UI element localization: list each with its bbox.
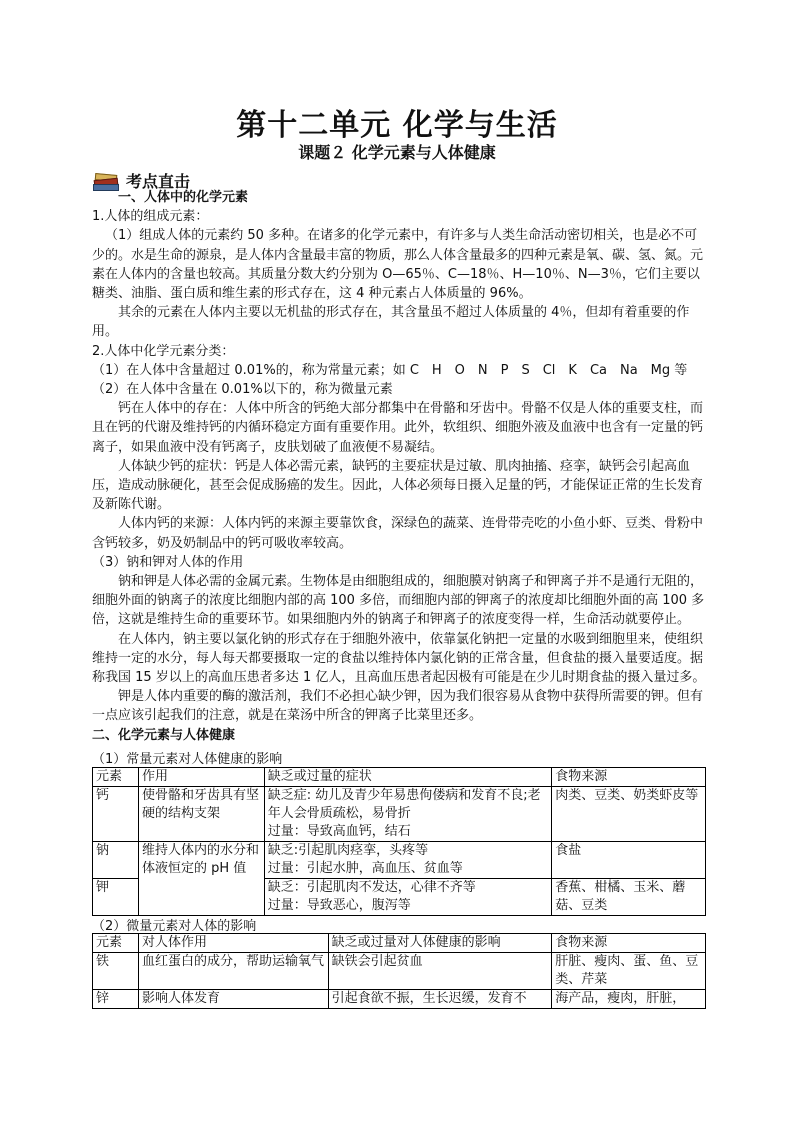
- paragraph-1-2: 其余的元素在人体内主要以无机盐的形式存在，其含量虽不超过人体质量的 4％，但却有着重要的作用。: [92, 305, 690, 340]
- calcium-paragraph-2: 人体缺少钙的症状：钙是人体必需元素，缺钙的主要症状是过敏、肌肉抽搐、痉挛，缺钙会引起高血压，造成动脉硬化，甚至会促成肠癌的发生。因此，人体必须每日摄入足量的钙，才能保证正常的生长发育及新陈代谢。: [92, 458, 704, 513]
- table-header: 缺乏或过量的症状: [264, 768, 551, 787]
- table-header: 元素: [93, 934, 139, 953]
- table-cell: [264, 842, 551, 879]
- table-1-caption: （1）常量元素对人体健康的影响: [92, 752, 283, 767]
- table-cell: 钾: [93, 879, 139, 916]
- page-title: 第十二单元 化学与生活: [236, 108, 558, 143]
- symptom-lack: 缺乏：引起肌肉不发达，心律不齐等: [267, 880, 476, 895]
- symptom-lack: 缺乏:引起肌肉痉挛，头疼等: [267, 843, 429, 858]
- symptom-excess: 过量：导致恶心，腹泻等: [267, 898, 411, 913]
- table-row: [93, 990, 706, 1009]
- paragraph-1-1: （1）组成人体的元素约 50 多种。在诸多的化学元素中，有许多与人类生命活动密切相关，也是必不可少的。水是生命的源泉，是人体内含量最丰富的物质，那么人体含量最多的四种元素是氧、碳、氢、氮。元素在人体内的含量也较高。其质量分数大约分别为 O—65％、C—18％、H—10％、N—3％，它们主要以糖类、油脂、蛋白质和维生素的形式存在，这 4 种元素占人体质量的 96%。: [92, 228, 704, 302]
- paragraph-1-head: 1.人体的组成元素：: [92, 209, 209, 225]
- table-cell: [264, 879, 551, 916]
- calcium-paragraph-3: 人体内钙的来源：人体内钙的来源主要靠饮食，深绿色的蔬菜、连骨带壳吃的小鱼小虾、豆类、骨粉中含钙较多，奶及奶制品中的钙可吸收率较高。: [92, 516, 704, 551]
- table-cell: 使骨骼和牙齿具有坚硬的结构支架: [138, 787, 264, 842]
- trace-elements-table: [92, 933, 706, 1009]
- table-header: 元素: [93, 768, 139, 787]
- table-cell: 食盐: [552, 842, 706, 879]
- paragraph-2-2: （2）在人体中含量在 0.01%以下的，称为微量元素: [92, 382, 393, 398]
- table-header: 对人体作用: [138, 934, 328, 953]
- table-cell: 钠: [93, 842, 139, 879]
- table-2-caption: （2）微量元素对人体的影响: [92, 919, 257, 934]
- table-row: [93, 842, 706, 879]
- table-header: 作用: [138, 768, 264, 787]
- table-cell: 缺铁会引起贫血: [328, 953, 552, 990]
- table-cell: 影响人体发育: [138, 990, 328, 1009]
- sodium-potassium-paragraph-1: 钠和钾是人体必需的金属元素。生物体是由细胞组成的，细胞膜对钠离子和钾离子并不是通行无阻的，细胞外面的钠离子的浓度比细胞内部的高 100 多倍，而细胞内部的钾离子的浓度却比细胞外面的高 100 多倍，这就是维持生命的重要环节。如果细胞内外的钠离子和钾离子的浓度变得一样，生命活动就要停止。: [92, 574, 705, 628]
- table-cell: 引起食欲不振，生长迟缓，发育不: [328, 990, 552, 1009]
- kaodian-label: 考点直击: [126, 171, 191, 191]
- macro-elements-table: [92, 767, 706, 916]
- sodium-potassium-paragraph-2: 在人体内，钠主要以氯化钠的形式存在于细胞外液中，依靠氯化钠把一定量的水吸到细胞里来，使组织维持一定的水分，每人每天都要摄取一定的食盐以维持体内氯化钠的正常含量，但食盐的摄入量要适度。据称我国 15 岁以上的高血压患者多达 1 亿人，且高血压患者起因极有可能是在少儿时期食盐的摄入量过多。: [92, 631, 706, 686]
- body-text: [92, 188, 706, 745]
- paragraph-2-head: 2.人体中化学元素分类：: [92, 343, 235, 359]
- table-header-row: [93, 768, 706, 787]
- table-cell: 血红蛋白的成分，帮助运输氧气: [138, 953, 328, 990]
- calcium-paragraph-1: 钙在人体中的存在：人体中所含的钙绝大部分都集中在骨骼和牙齿中。骨骼不仅是人体的重要支柱，而且在钙的代谢及维持钙的内循环稳定方面有重要作用。此外，软组织、细胞外液及血液中也含有一定量的钙离子，如果血液中没有钙离子，皮肤划破了血液便不易凝结。: [92, 401, 704, 455]
- table-header: 食物来源: [552, 768, 706, 787]
- books-icon: [92, 170, 118, 190]
- paragraph-2-1: （1）在人体中含量超过 0.01%的，称为常量元素；如 C H O N P S Cl K Ca Na Mg 等: [92, 362, 688, 378]
- table-cell: 铁: [93, 953, 139, 990]
- symptom-excess: 过量：引起水肿，高血压、贫血等: [267, 861, 463, 876]
- table-cell: 肝脏、瘦肉、蛋、鱼、豆类、芹菜: [552, 953, 706, 990]
- table-cell: 香蕉、柑橘、玉米、蘑菇、豆类: [552, 879, 706, 916]
- sodium-potassium-paragraph-3: 钾是人体内重要的酶的激活剂，我们不必担心缺少钾，因为我们很容易从食物中获得所需要的钾。但有一点应该引起我们的注意，就是在菜汤中所含的钾离子比菜里还多。: [92, 689, 704, 724]
- table-cell: 维持人体内的水分和体液恒定的 pH 值: [138, 842, 264, 916]
- paragraph-3-head: （3）钠和钾对人体的作用: [92, 554, 244, 570]
- table-cell: 海产品，瘦肉，肝脏，: [552, 990, 706, 1009]
- table-header: 缺乏或过量对人体健康的影响: [328, 934, 552, 953]
- table-header: 食物来源: [552, 934, 706, 953]
- symptom-lack: 缺乏症: 幼儿及青少年易患佝偻病和发育不良;老年人会骨质疏松，易骨折: [267, 788, 541, 821]
- table-row: [93, 787, 706, 842]
- table-header-row: [93, 934, 706, 953]
- section-1-heading: 一、人体中的化学元素: [118, 190, 249, 205]
- page-subtitle: 课题２ 化学元素与人体健康: [298, 143, 496, 162]
- table-row: [93, 953, 706, 990]
- table-cell: 钙: [93, 787, 139, 842]
- symptom-excess: 过量：导致高血钙，结石: [267, 824, 411, 839]
- table-cell: [264, 787, 551, 842]
- table-cell: 肉类、豆类、奶类虾皮等: [552, 787, 706, 842]
- table-cell: 锌: [93, 990, 139, 1009]
- section-2-heading: 二、化学元素与人体健康: [92, 727, 236, 743]
